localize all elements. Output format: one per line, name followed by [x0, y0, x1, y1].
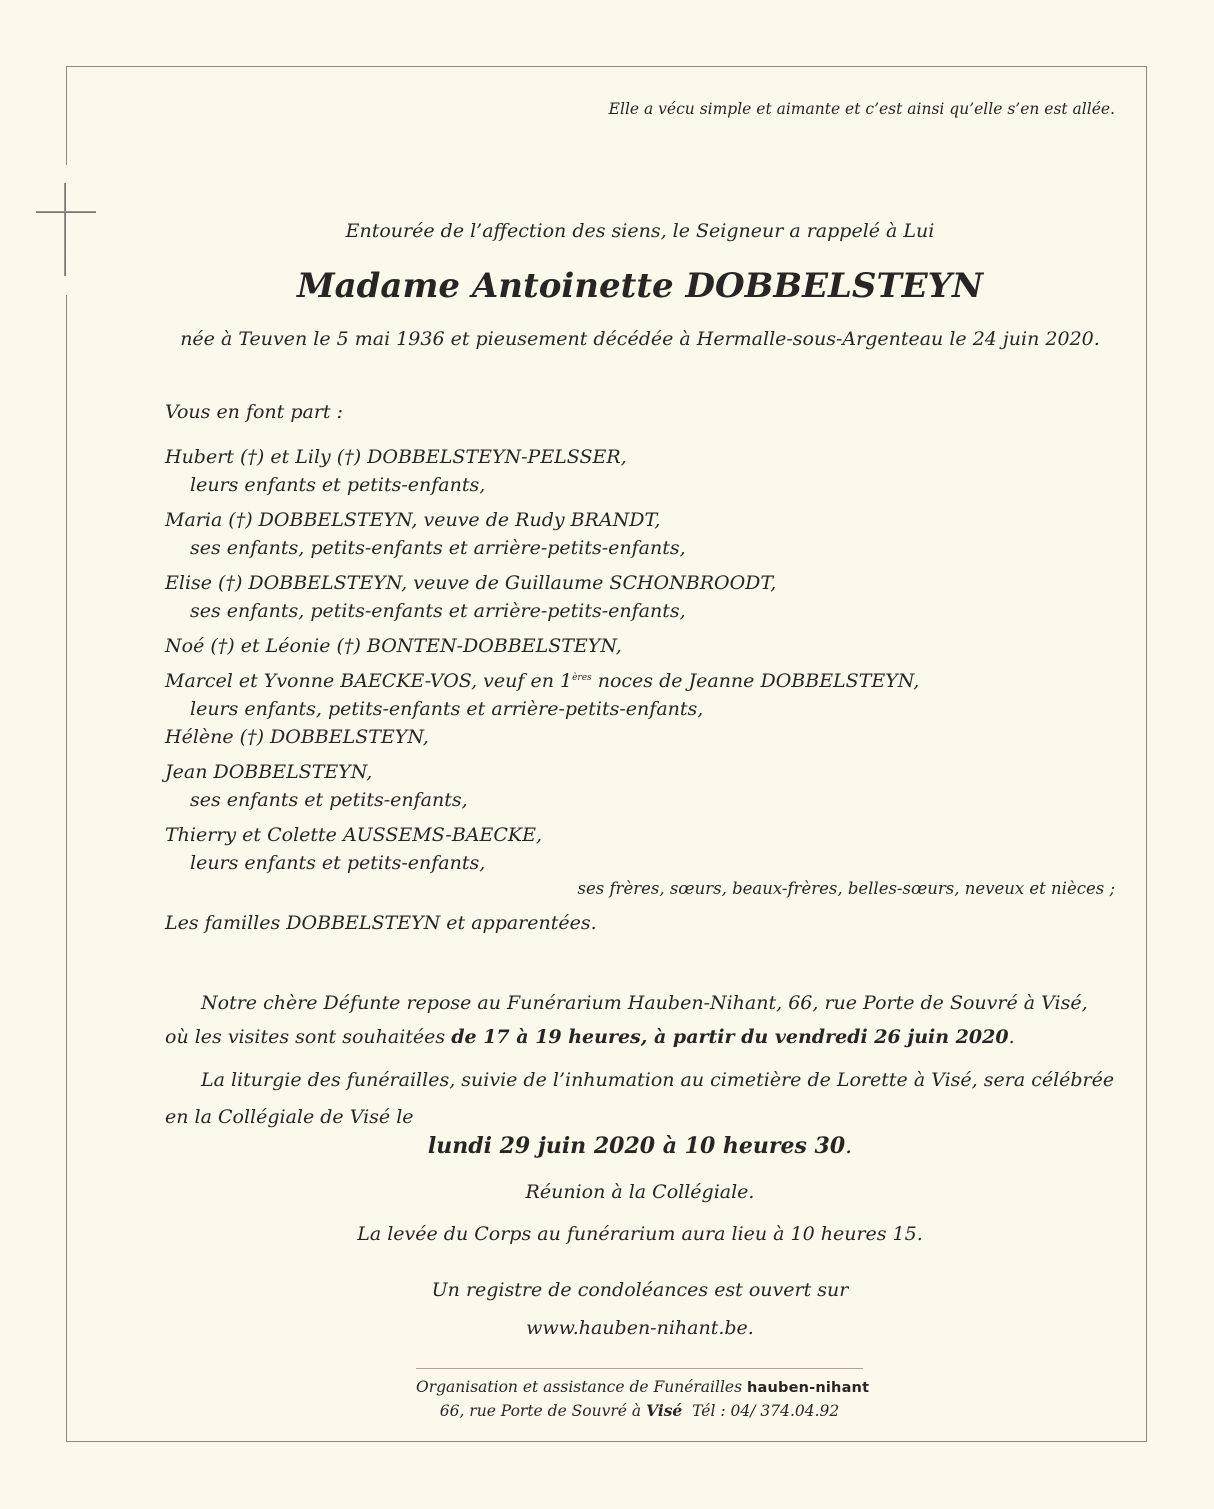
family-entry-sub: ses enfants et petits-enfants,: [190, 789, 468, 811]
family-entry: Marcel et Yvonne BAECKE-VOS, veuf en 1ères noces de Jeanne DOBBELSTEYN,: [165, 670, 920, 692]
family-entry: Elise (†) DOBBELSTEYN, veuve de Guillaume SCHONBROODT,: [165, 572, 777, 594]
visit-line-2: où les visites sont souhaitées de 17 à 19 heures, à partir du vendredi 26 juin 2020.: [165, 1026, 1015, 1048]
birth-death-line: née à Teuven le 5 mai 1936 et pieusement décédée à Hermalle-sous-Argenteau le 24 juin 2020.: [180, 328, 1100, 350]
family-entry: Hélène (†) DOBBELSTEYN,: [165, 726, 429, 748]
meeting-line: Réunion à la Collégiale.: [525, 1181, 755, 1203]
brand-logo: hauben-nihant: [746, 1380, 870, 1396]
family-entry: Maria (†) DOBBELSTEYN, veuve de Rudy BRANDT,: [165, 509, 661, 531]
family-entry: Noé (†) et Léonie (†) BONTEN-DOBBELSTEYN,: [165, 635, 622, 657]
family-entry-sub: leurs enfants, petits-enfants et arrière-petits-enfants,: [190, 698, 704, 720]
footer-line-1: Organisation et assistance de Funérailles hauben-nihant: [416, 1378, 870, 1396]
siblings-line: ses frères, sœurs, beaux-frères, belles-sœurs, neveux et nièces ;: [577, 879, 1115, 898]
family-entry: Thierry et Colette AUSSEMS-BAECKE,: [165, 824, 543, 846]
family-list: [165, 398, 1125, 877]
visit-hours: de 17 à 19 heures, à partir du vendredi 26 juin 2020: [451, 1026, 1009, 1048]
liturgy-line-2: en la Collégiale de Visé le: [165, 1106, 414, 1128]
epigraph: Elle a vécu simple et aimante et c’est ainsi qu’elle s’en est allée.: [608, 100, 1115, 118]
liturgy-line-1: La liturgie des funérailles, suivie de l’inhumation au cimetière de Lorette à Visé, sera célébrée: [201, 1069, 1115, 1091]
levee-line: La levée du Corps au funérarium aura lieu à 10 heures 15.: [357, 1223, 923, 1245]
family-entry: Jean DOBBELSTEYN,: [165, 761, 373, 783]
families-line: Les familles DOBBELSTEYN et apparentées.: [165, 912, 597, 934]
register-url[interactable]: www.hauben-nihant.be.: [526, 1317, 754, 1339]
family-entry-sub: ses enfants, petits-enfants et arrière-petits-enfants,: [190, 600, 686, 622]
family-entry-sub: leurs enfants et petits-enfants,: [190, 852, 486, 874]
announce-line: Vous en font part :: [165, 401, 343, 423]
footer-line-2: 66, rue Porte de Souvré à Visé Tél : 04/ 374.04.92: [439, 1401, 840, 1420]
footer-separator: [416, 1368, 863, 1369]
superscript: ères: [572, 673, 592, 683]
family-entry: Hubert (†) et Lily (†) DOBBELSTEYN-PELSSER,: [165, 446, 627, 468]
family-entry-sub: ses enfants, petits-enfants et arrière-petits-enfants,: [190, 537, 686, 559]
funeral-date: lundi 29 juin 2020 à 10 heures 30.: [427, 1133, 853, 1159]
intro-text: Entourée de l’affection des siens, le Seigneur a rappelé à Lui: [345, 220, 935, 242]
family-entry-sub: leurs enfants et petits-enfants,: [190, 474, 486, 496]
visit-line-1: Notre chère Défunte repose au Funérarium Hauben-Nihant, 66, rue Porte de Souvré à Visé,: [201, 992, 1088, 1014]
deceased-name: Madame Antoinette DOBBELSTEYN: [296, 266, 984, 306]
register-line-1: Un registre de condoléances est ouvert sur: [431, 1279, 849, 1301]
